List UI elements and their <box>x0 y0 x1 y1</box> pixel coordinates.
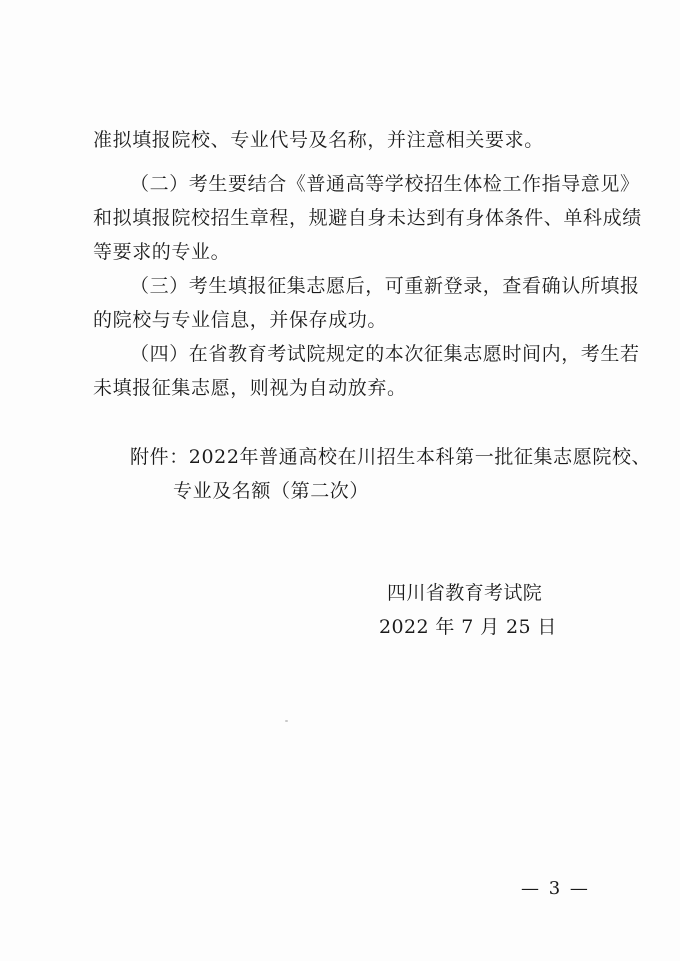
body-line-8: 未填报征集志愿，则视为自动放弃。 <box>93 377 407 399</box>
signature-organization: 四川省教育考试院 <box>387 582 543 604</box>
body-line-5: （三）考生填报征集志愿后，可重新登录，查看确认所填报 <box>130 275 640 297</box>
scan-speck <box>285 720 288 722</box>
page-number: — 3 — <box>521 878 590 899</box>
body-line-7: （四）在省教育考试院规定的本次征集志愿时间内，考生若 <box>130 343 640 365</box>
body-line-6: 的院校与专业信息，并保存成功。 <box>93 309 388 331</box>
body-line-4: 等要求的专业。 <box>93 241 231 263</box>
body-line-3: 和拟填报院校招生章程，规避自身未达到有身体条件、单科成绩 <box>93 207 642 229</box>
attachment-line-2: 专业及名额（第二次） <box>173 480 370 502</box>
signature-date: 2022 年 7 月 25 日 <box>379 616 557 638</box>
body-line-1: 准拟填报院校、专业代号及名称，并注意相关要求。 <box>93 129 544 151</box>
body-line-2: （二）考生要结合《普通高等学校招生体检工作指导意见》 <box>130 173 640 195</box>
attachment-line-1: 附件：2022年普通高校在川招生本科第一批征集志愿院校、 <box>130 446 652 468</box>
